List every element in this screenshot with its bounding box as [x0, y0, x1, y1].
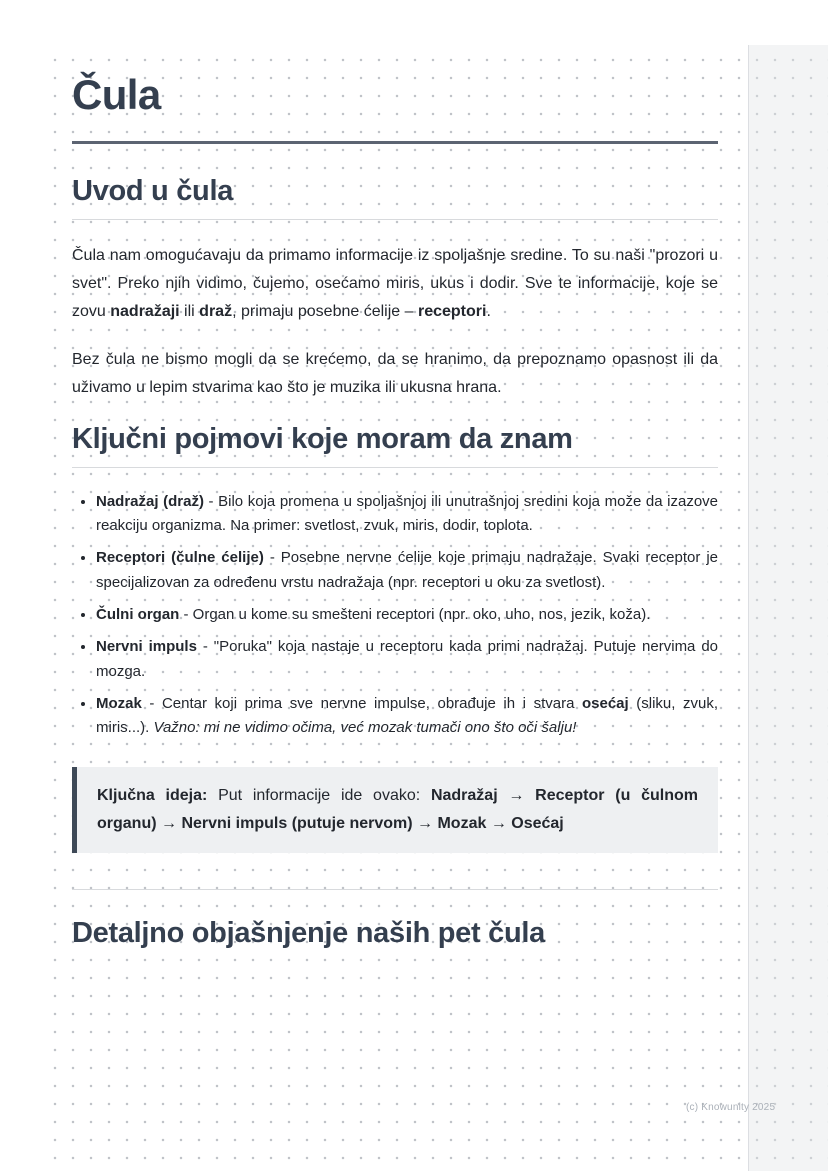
- key-idea-callout-text: Ključna ideja: Put informacije ide ovako: Nadražaj → Receptor (u čulnom organu) → Nervni impuls (putuje nervom) → Mozak → Osećaj: [97, 786, 698, 832]
- section-heading-intro: Uvod u čula: [72, 175, 234, 208]
- key-terms-list: [72, 490, 718, 741]
- list-item-nadrazaj: • Nadražaj (draž) - Bilo koja promena u spoljašnjoj ili unutrašnjoj sredini koja može da izazove reakciju organizma. Na primer: svetlost, zvuk, miris, dodir, toplota.: [96, 490, 718, 539]
- paragraph-intro-2: Bez čula ne bismo mogli da se krećemo, da se hranimo, da prepoznamo opasnost ili da uživamo u lepim stvarima kao što je muzika ili ukusna hrana.: [72, 351, 718, 397]
- document-content: [72, 71, 718, 950]
- section-details: [72, 916, 718, 951]
- watermark: (c) Knowunity 2025: [686, 1102, 776, 1113]
- title-divider: [72, 141, 718, 144]
- key-idea-callout: [72, 767, 718, 853]
- list-item-nervni-impuls: • Nervni impuls - "Poruka" koja nastaje u receptoru kada primi nadražaj. Putuje nervima do mozga.: [96, 635, 718, 684]
- list-item-mozak: • Mozak - Centar koji prima sve nervne impulse, obrađuje ih i stvara osećaj (sliku, zvuk, miris...). Važno: mi ne vidimo očima, već mozak tumači ono što oči šalju!: [96, 692, 718, 741]
- section-divider-intro: [72, 219, 718, 220]
- list-item-culni-organ: • Čulni organ - Organ u kome su smešteni receptori (npr. oko, uho, nos, jezik, koža).: [96, 603, 718, 627]
- section-heading-key-concepts: Ključni pojmovi koje moram da znam: [72, 423, 573, 456]
- list-item-receptori: • Receptori (čulne ćelije) - Posebne nervne ćelije koje primaju nadražaje. Svaki receptor je specijalizovan za određenu vrstu nadražaja (npr. receptori u oku za svetlost).: [96, 546, 718, 595]
- section-divider-details: [72, 889, 718, 890]
- section-intro: [72, 174, 718, 402]
- section-divider-key-concepts: [72, 467, 718, 468]
- section-key-concepts: [72, 422, 718, 852]
- paragraph-intro-1: Čula nam omogućavaju da primamo informacije iz spoljašnje sredine. To su naši "prozori u svet". Preko njih vidimo, čujemo, osećamo miris, ukus i dodir. Sve te informacije, koje se zovu nadražaji ili draž, primaju posebne ćelije – receptori.: [72, 247, 718, 321]
- section-heading-details: Detaljno objašnjenje naših pet čula: [72, 916, 545, 949]
- document-title: Čula: [72, 71, 161, 118]
- backdrop-strip: [748, 45, 828, 1171]
